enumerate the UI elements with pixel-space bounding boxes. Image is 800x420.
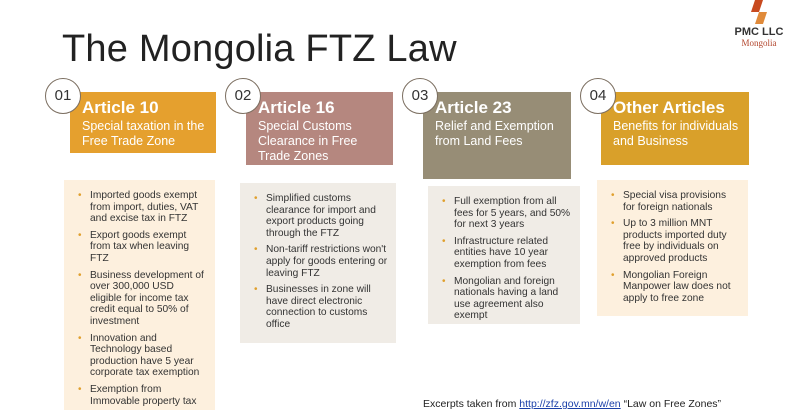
other-articles-card bbox=[597, 180, 748, 316]
benefit-list bbox=[442, 196, 572, 322]
footer-suffix: “Law on Free Zones” bbox=[620, 398, 722, 410]
benefit-item: • Non-tariff restrictions won't apply for goods entering or leaving FTZ bbox=[254, 244, 388, 279]
benefit-item: • Infrastructure related entities have 10 year exemption from fees bbox=[442, 236, 572, 271]
article-16-header bbox=[246, 92, 393, 165]
benefit-list bbox=[254, 193, 388, 331]
article-23-header bbox=[423, 92, 571, 179]
benefit-list bbox=[611, 190, 740, 304]
benefit-item: • Special visa provisions for foreign nationals bbox=[611, 190, 740, 213]
benefit-list bbox=[78, 190, 207, 407]
footer-prefix: Excerpts taken from bbox=[423, 398, 520, 410]
article-subtitle: Special Customs Clearance in Free Trade Zones bbox=[258, 119, 358, 163]
benefit-item: • Full exemption from all fees for 5 years, and 50% for next 3 years bbox=[442, 196, 572, 231]
article-subtitle: Relief and Exemption from Land Fees bbox=[435, 119, 554, 148]
benefit-item: • Imported goods exempt from import, duties, VAT and excise tax in FTZ bbox=[78, 190, 207, 225]
source-footer bbox=[423, 398, 721, 410]
other-articles-header bbox=[601, 92, 749, 165]
benefit-item: • Export goods exempt from tax when leaving FTZ bbox=[78, 230, 207, 265]
benefit-item: • Businesses in zone will have direct electronic connection to customs office bbox=[254, 284, 388, 330]
benefit-item: • Innovation and Technology based production have 5 year corporate tax exemption bbox=[78, 333, 207, 379]
logo-subtitle: Mongolia bbox=[741, 38, 777, 48]
logo-name: PMC LLC bbox=[734, 26, 784, 38]
benefit-item: • Up to 3 million MNT products imported duty free by individuals on approved products bbox=[611, 218, 740, 264]
step-number-03: 03 bbox=[402, 78, 438, 114]
article-subtitle: Special taxation in the Free Trade Zone bbox=[82, 119, 205, 148]
source-link[interactable]: http://zfz.gov.mn/w/en bbox=[519, 398, 621, 410]
benefit-item: • Mongolian and foreign nationals having a land use agreement also exempt bbox=[442, 276, 572, 322]
article-title: Article 10 bbox=[82, 98, 159, 117]
article-title: Article 23 bbox=[435, 98, 512, 117]
benefit-item: • Mongolian Foreign Manpower law does not apply to free zone bbox=[611, 270, 740, 305]
article-subtitle: Benefits for individuals and Business bbox=[613, 119, 739, 148]
logo-mark-icon bbox=[746, 0, 772, 24]
step-number-02: 02 bbox=[225, 78, 261, 114]
article-16-card bbox=[240, 183, 396, 343]
article-title: Article 16 bbox=[258, 98, 335, 117]
step-number-04: 04 bbox=[580, 78, 616, 114]
article-10-card bbox=[64, 180, 215, 410]
step-number-01: 01 bbox=[45, 78, 81, 114]
benefit-item: • Business development of over 300,000 USD eligible for income tax credit equal to 50% of investment bbox=[78, 270, 207, 328]
article-title: Other Articles bbox=[613, 98, 725, 117]
benefit-item: • Simplified customs clearance for import and export products going through the FTZ bbox=[254, 193, 388, 239]
article-23-card bbox=[428, 186, 580, 324]
page-title: The Mongolia FTZ Law bbox=[62, 28, 457, 70]
article-10-header bbox=[70, 92, 216, 153]
benefit-item: • Exemption from Immovable property tax bbox=[78, 384, 207, 407]
company-logo bbox=[727, 0, 791, 56]
